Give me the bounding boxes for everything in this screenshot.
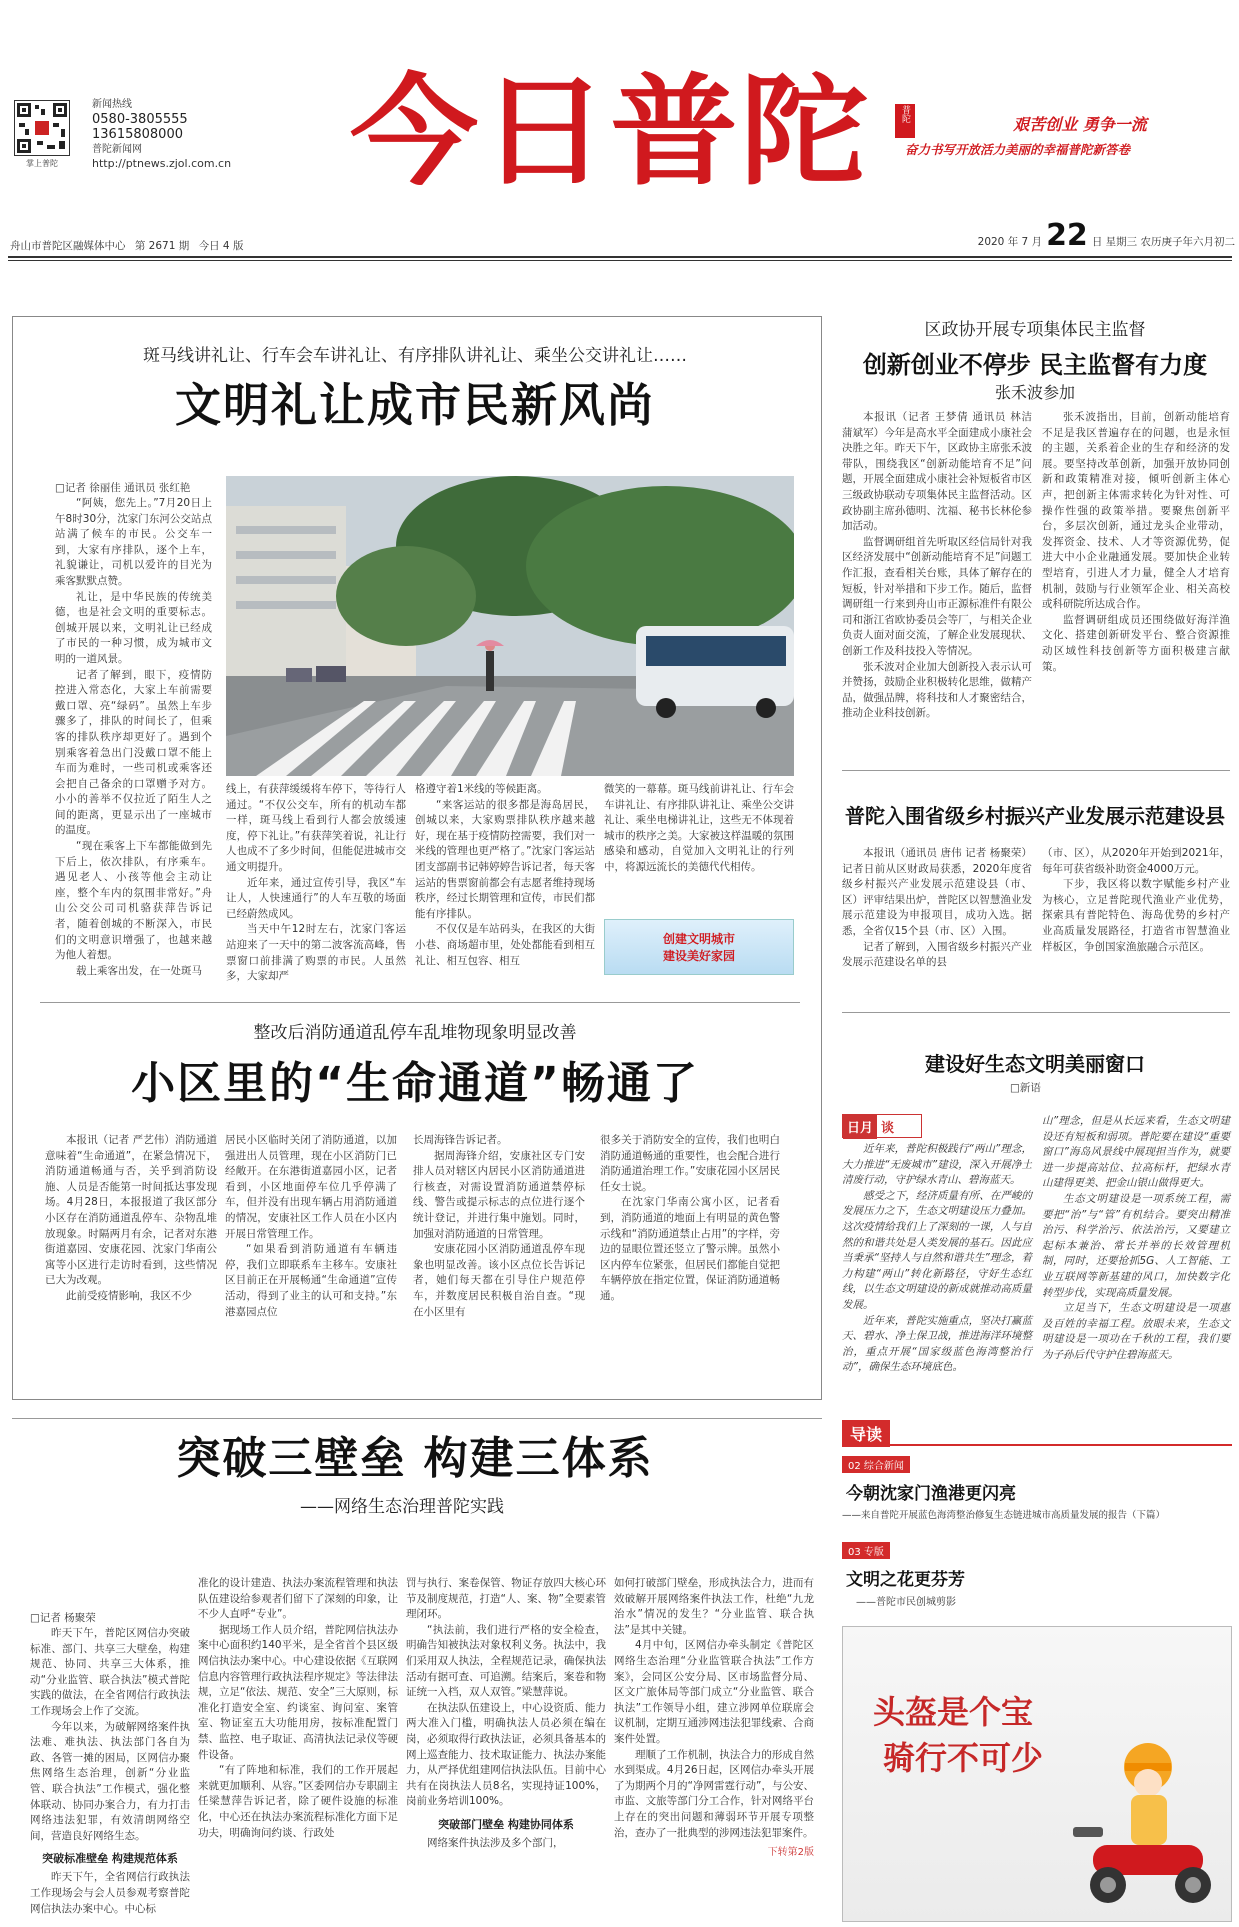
- masthead-seal: [895, 104, 915, 138]
- seal-text: 普陀: [900, 105, 910, 123]
- lead-p3: 记者了解到，眼下，疫情防控进入常态化，大家上车前需要戴口罩、亮“绿码”。虽然上车步骤多了，排队的时间长了，但乘客的排队秩序却更好了。遇到个别乘客着急出门没戴口罩不能上车而为难时，一些司机或乘客还会把自己备余的口罩赠予对方。小小的善举不仅拉近了陌生人之间的距离，更显示出了一座城市的温度。: [55, 668, 212, 837]
- website-url[interactable]: http://ptnews.zjol.com.cn: [92, 157, 232, 170]
- third-col-1: [30, 1626, 190, 1917]
- website-label: 普陀新闻网: [92, 144, 142, 155]
- sidebar3-col-1: [842, 1142, 1032, 1376]
- lead-p6: 线上，有获萍缓缓将车停下，等待行人通过。“不仅公交车，所有的机动车都一样，斑马线上看到行人都会放缓速度，停下礼让。”有获萍笑着说，礼让行人也成不了多少时间，但能促进城市交通文明提升。: [226, 783, 406, 873]
- third-col-3: [406, 1576, 606, 1852]
- opinion-tag-2: 谈: [881, 1120, 895, 1136]
- second-p8: 很多关于消防安全的宣传，我们也明白消防通道畅通的重要性，也会配合进行消防通道治理工作。”安康花园小区居民任女士说。: [600, 1134, 780, 1193]
- page-count: 今日 4 版: [198, 240, 244, 252]
- third-col-2: [198, 1576, 398, 1841]
- third-p13: 理顺了工作机制，执法合力的形成自然水到渠成。4月26日起，区网信办牵头开展了为期两个月的“净网雷霆行动”，与公安、市监、文旅等部门分工合作，针对网络平台上存在的突出问题和薄弱环节开展专项整治，查办了一批典型的涉网违法犯罪案件。: [614, 1748, 814, 1839]
- slogan-line-1: 艰苦创业 勇争一流: [1013, 115, 1147, 134]
- sidebar-divider-2: [842, 1012, 1230, 1013]
- sidebar1-p4: 张禾波指出，目前，创新动能培育不足是我区普遍存在的问题，也是永恒的主题，关系着企业的生存和经济的发展。要坚持改革创新，加强开放协同创新和政策精准对接，倾听创新主体心声，把创新主体需求转化为针对性、可操作性强的政策举措。要聚焦创新平台，多层次创新，通过龙头企业带动，发挥资金、技术、人才等资源优势，促进大中小企业融通发展。要加快企业转型培育，引进人才力量，健全人才培育机制，鼓励与行业领军企业、相关高校或科研院所达成合作。: [1042, 411, 1230, 611]
- lead-p12: 微笑的一幕幕。斑马线前讲礼让、行车会车讲礼让、有序排队讲礼让、乘坐公交讲礼让、乘坐电梯讲礼让，这些无不体现着城市的秩序之美。大家被这样温暖的氛围感染和感动，自觉加入文明礼让的行列中，将源远流长的美德代代相传。: [604, 783, 794, 873]
- third-subhead-2: 突破部门壁垒 构建协同体系: [438, 1817, 574, 1831]
- lead-col-3: [415, 782, 595, 969]
- third-sub: ——网络生态治理普陀实践: [300, 1497, 504, 1517]
- lead-p10: “来客运站的很多都是海岛居民，创城以来，大家购票排队秩序越来越好，现在基于疫情防控需要，我们对一米线的管理也更严格了。”沈家门客运站团支部副书记韩婷婷告诉记者，每天客运站的售票窗前都会有志愿者维持现场秩序，经过长期管理和宣传，市民们都能有序排队。: [415, 798, 595, 920]
- third-p7: 罚与执行、案卷保管、物证存放四大核心环节及制度规范，打造“人、案、物”全要素管理闭环。: [406, 1577, 606, 1621]
- lead-p5: 载上乘客出发，在一处斑马: [76, 964, 202, 977]
- third-headline: 突破三壁垒 构建三体系: [176, 1433, 654, 1484]
- opinion-tag: [842, 1114, 922, 1138]
- hotline-number-2: 13615808000: [92, 127, 183, 142]
- ad-line-1: 头盔是个宝: [873, 1693, 1034, 1731]
- third-p8: “执法前，我们进行严格的安全检查，明确告知被执法对象权利义务。执法中，我们采用双人执法，全程规范记录，确保执法活动有据可查、可追溯。结案后，案卷和物证统一入档，双人双管。”梁慧萍说。: [406, 1623, 606, 1699]
- third-p10: 网络案件执法涉及多个部门，: [427, 1836, 564, 1849]
- third-p6: “有了阵地和标准，我们的工作开展起来就更加顺利、从容。”区委网信办专职副主任梁慧萍告诉记者，除了硬件设施的标准化，中心还在执法办案流程标准化方面下足功夫，明确询问约谈、行政处: [198, 1764, 398, 1839]
- guide-item-2-tag: 03 专版: [842, 1542, 890, 1559]
- guide-item-2-sub: ——普陀市民创城剪影: [856, 1597, 956, 1608]
- continued-note[interactable]: 下转第2版: [767, 1847, 814, 1859]
- sidebar2-p4: 下步，我区将以数字赋能乡村产业为核心，立足普陀现代渔业产业优势，探索具有普陀特色、海岛优势的乡村产业高质量发展路径，打造省市智慧渔业样板区，争创国家渔旅融合示范区。: [1042, 878, 1230, 953]
- second-p5: 长周海锋告诉记者。: [413, 1134, 508, 1146]
- sidebar3-p6: 立足当下，生态文明建设是一项惠及百姓的幸福工程。放眼未来，生态文明建设是一项功在千秋的工程，我们要为子孙后代守护住碧海蓝天。: [1042, 1302, 1230, 1361]
- guide-label: 导读: [842, 1420, 890, 1447]
- lead-p9: 格遵守着1米线的等候距离。: [415, 783, 548, 795]
- third-subhead-1: 突破标准壁垒 构建规范体系: [42, 1852, 178, 1866]
- sidebar3-p1: 近年来，普陀积极践行“两山”理念，大力推进“无废城市”建设，深入开展净土清废行动，守护绿水青山、碧海蓝天。: [842, 1143, 1032, 1187]
- sidebar-divider-1: [842, 770, 1230, 771]
- lead-col-1: [55, 496, 212, 979]
- hotline-label: 新闻热线: [92, 99, 132, 110]
- third-col-4: [614, 1576, 814, 1858]
- masthead-rule-bottom: [8, 260, 1232, 261]
- third-p2: 今年以来，为破解网络案件执法难、难执法、执法部门各自为政、各管一摊的困局，区网信办聚焦网络生态治理，创新“分业监管、联合执法”工作模式，强化整体联动、协同办案合力，有力打击网络违法犯罪，有效清朗网络空间，营造良好网络生态。: [30, 1720, 190, 1842]
- sidebar3-p4: 山”理念，但是从长远来看，生态文明建设还有短板和弱项。普陀要在建设“重要窗口”海岛风景线中展现担当作为，就要进一步提高站位、拉高标杆，把绿水青山建得更美、把金山银山做得更大。: [1042, 1115, 1230, 1190]
- sidebar2-headline: 普陀入围省级乡村振兴产业发展示范建设县: [845, 804, 1225, 828]
- sidebar1-p5: 监督调研组成员还围绕做好海洋渔文化、搭建创新研发平台、整合资源推动区域性科技创新等方面积极建言献策。: [1042, 613, 1230, 673]
- second-p7: 安康花园小区消防通道乱停车现象也明显改善。该小区点位长告诉记者，她们每天都在引导住户规范停车，并数度居民积极自治自查。“现在小区里有: [413, 1243, 585, 1318]
- second-p3: 居民小区临时关闭了消防通道，以加强进出人员管理，现在小区消防门已经敞开。在东港街道嘉园小区，记者看到，小区地面停车位几乎停满了车，但并没有出现车辆占用消防通道的情况，安康社区工作人员在小区内开展日常管理工作。: [225, 1134, 397, 1240]
- sidebar3-headline: 建设好生态文明美丽窗口: [925, 1052, 1145, 1076]
- sidebar3-p3: 近年来，普陀实施重点，坚决打赢蓝天、碧水、净土保卫战，推进海洋环境整治，重点开展“国家级蓝色海湾整治行动”，确保生态环境底色。: [842, 1314, 1032, 1374]
- guide-item-1-tag: 02 综合新闻: [842, 1456, 910, 1473]
- third-p3: 昨天下午，全省网信行政执法工作现场会与会人员参观考察普陀网信执法办案中心。中心标: [30, 1871, 190, 1915]
- third-p4: 准化的设计建造、执法办案流程管理和执法队伍建设给参观者们留下了深刻的印象，让不少人直呼“专业”。: [198, 1577, 398, 1621]
- masthead: [0, 0, 1239, 253]
- second-col-2: [225, 1133, 397, 1320]
- sidebar1-p3: 张禾波对企业加大创新投入表示认可并赞扬，鼓励企业积极转化思维，做精产品，做强品牌，将科技和人才聚密结合，推动企业科技创新。: [842, 660, 1032, 720]
- ad-line-2: 骑行不可少: [883, 1739, 1044, 1777]
- second-col-1: [45, 1133, 217, 1305]
- lead-photo: [226, 476, 794, 776]
- lead-kicker: 斑马线讲礼让、行车会车讲礼让、有序排队讲礼让、乘坐公交讲礼让……: [143, 346, 687, 366]
- lead-divider: [40, 1002, 800, 1003]
- guide-item-2[interactable]: [842, 1540, 1232, 1608]
- third-divider: [12, 1418, 822, 1419]
- lead-p2: 礼让，是中华民族的传统美德，也是社会文明的重要标志。创城开展以来，文明礼让已经成了市民的一种习惯，成为城市文明的一道风景。: [55, 590, 212, 665]
- lead-p1: “阿姨，您先上。”7月20日上午8时30分，沈家门东河公交站点站满了候车的市民。公交车一到，大家有序排队，逐个上车，礼貌谦让，司机以爱许的目光为乘客默默点赞。: [55, 497, 212, 587]
- qr-label: 掌上普陀: [26, 159, 58, 168]
- third-byline: □记者 杨聚荣: [30, 1612, 96, 1624]
- helmet-ad: [842, 1626, 1232, 1922]
- opinion-tag-1: 日月: [843, 1114, 877, 1139]
- lead-headline: 文明礼让成市民新风尚: [175, 378, 655, 432]
- lead-byline: □记者 徐丽佳 通讯员 张红艳: [55, 482, 191, 494]
- date-day: 22: [1046, 218, 1088, 253]
- lead-p11: 不仅仅是车站码头，在我区的大街小巷、商场超市里，处处都能看到相互礼让、相互包容、相互: [415, 923, 595, 967]
- lead-col-4: [604, 782, 794, 876]
- lead-p8: 当天中午12时左右，沈家门客运站迎来了一天中的第二波客流高峰，售票窗口前排满了购票的市民。人虽然多，大家却严: [226, 923, 406, 983]
- date-suffix: 日 星期三 农历庚子年六月初二: [1091, 236, 1235, 248]
- guide-item-1-title: 今朝沈家门渔港更闪亮: [846, 1484, 1016, 1504]
- third-p1: 昨天下午，普陀区网信办突破标准、部门、共享三大壁垒，构建规范、协同、共享三大体系，推动“分业监管、联合执法”模式普陀实践的做法，在全省网信行政执法工作现场会上作了交流。: [30, 1627, 190, 1717]
- second-col-3: [413, 1133, 585, 1320]
- second-p4: “如果看到消防通道有车辆违停，我们立即联系车主移车。安康社区目前正在开展畅通“生命通道”宣传活动，得到了业主的认可和支持。”东港嘉园点位: [225, 1243, 397, 1318]
- sidebar2-col-1: [842, 846, 1032, 971]
- sidebar3-col-2: [1042, 1114, 1230, 1364]
- lead-p7: 近年来，通过宣传引导，我区“车让人，人快速通行”的人车互敬的场面已经蔚然成风。: [226, 876, 406, 920]
- masthead-title: 今日普陀: [349, 62, 870, 202]
- second-kicker: 整改后消防通道乱停车乱堆物现象明显改善: [253, 1023, 577, 1043]
- sidebar2-p3: （市、区），从2020年开始到2021年，每年可获省级补助资金4000万元。: [1042, 847, 1230, 875]
- sidebar2-p1: 本报讯（通讯员 唐伟 记者 杨聚荣）记者日前从区财政局获悉，2020年度省级乡村振兴产业发展示范建设县（市、区）评审结果出炉，普陀区以智慧渔业发展示范建设为申报项目，成功入选。据悉，全省仅15个县（市、区）入围。: [842, 847, 1032, 937]
- second-headline: 小区里的“生命通道”畅通了: [131, 1058, 699, 1109]
- qr-icon: [15, 101, 69, 155]
- sidebar2-col-2: [1042, 846, 1230, 955]
- sidebar3-p2: 感受之下，经济质量有所、在严峻的发展压力之下，生态文明建设压力叠加。这次疫情给我们上了深刻的一课，人与自然的和谐共处是人类发展的基石。因此应当秉承“坚持人与自然和谐共生”理念，着力构建“两山”转化新路径，守好生态红线，以生态文明建设的新成就推动高质量发展。: [842, 1189, 1032, 1311]
- issue-number: 第 2671 期: [134, 240, 190, 252]
- third-p11: 如何打破部门壁垒，形成执法合力，进而有效破解开展网络案件执法工作，杜绝“九龙治水”情况的发生？“分业监管、联合执法”是其中关键。: [614, 1577, 814, 1636]
- sidebar1-col-1: [842, 410, 1032, 722]
- slogan-line-2: 奋力书写开放活力美丽的幸福普陀新答卷: [905, 142, 1131, 157]
- sidebar3-p5: 生态文明建设是一项系统工程，需要把“治”与“管”有机结合。要突出精准治污、科学治污、依法治污，又要建立起标本兼治、常长并举的长效管理机制，同时，还要抢抓5G、人工智能、工业互联网等新基建的风口，加快数字化转型步伐，实现高质量发展。: [1042, 1192, 1230, 1299]
- publisher: 舟山市普陀区融媒体中心: [10, 240, 126, 252]
- guide-item-2-title: 文明之花更芬芳: [846, 1570, 965, 1590]
- sidebar1-sub: 张禾波参加: [994, 383, 1075, 402]
- sidebar1-kicker: 区政协开展专项集体民主监督: [924, 320, 1146, 340]
- rider-illustration: [1053, 1735, 1223, 1915]
- second-p9: 在沈家门华南公寓小区，记者看到，消防通道的地面上有明显的黄色警示线和“消防通道禁止占用”的字样，旁边的显眼位置还竖立了警示牌。虽然小区内停车位紧张，但居民们都能自觉把车辆停放在指定位置，保证消防通道畅通。: [600, 1196, 780, 1302]
- guide-item-1-sub: ——来自普陀开展蓝色海湾整治修复生态链进城市高质量发展的报告（下篇）: [842, 1510, 1166, 1521]
- qr-code: [14, 100, 70, 156]
- third-p5: 据现场工作人员介绍，普陀网信执法办案中心面积约140平米，是全省首个县区级网信执法办案中心。中心建设依据《互联网信息内容管理行政执法程序规定》等法律法规，立足“依法、规范、安全”三大原则，标准化打造安全室、约谈室、询问室、案管室、物证室五大功能用房，按标准配置门禁、监控、电子取证、高清执法记录仪等硬件设备。: [198, 1623, 398, 1761]
- street-photo: [226, 476, 794, 776]
- lead-col-2: [226, 782, 406, 985]
- guide-header: [842, 1420, 1232, 1446]
- third-p9: 在执法队伍建设上，中心设资质、能力两大准入门槛，明确执法人员必须在编在岗，必须取得行政执法证，必须具备基本的网上巡查能力、技术取证能力、执法办案能力，从严择优组建网信执法队伍。目前中心共有在岗执法人员8名，实现持证100%，岗前业务培训100%。: [406, 1701, 606, 1808]
- sidebar2-p2: 记者了解到，入围省级乡村振兴产业发展示范建设名单的县: [842, 940, 1032, 969]
- civic-badge: [604, 919, 794, 975]
- second-p1: 本报讯（记者 严艺伟）消防通道意味着“生命通道”，在紧急情况下，消防通道畅通与否，关乎到消防设施、人员是否能第一时间抵达事发现场。4月28日，本报报道了我区部分小区存在消防通道乱停车、杂物乱堆放现象。时隔两月有余，记者对东港街道嘉园、安康花园、沈家门华南公寓等小区进行走访时看到，这些情况已大为改观。: [45, 1134, 217, 1287]
- sidebar3-byline: □新语: [1010, 1082, 1041, 1094]
- sidebar1-p2: 监督调研组首先听取区经信局针对我区经济发展中“创新动能培育不足”问题工作汇报，查看相关台账，具体了解存在的短板，针对举措和下步工作。随后，监督调研组一行来到舟山市正源标准件有限公司和浙江省欧协委员会等厂，与相关企业负责人面对面交流，了解企业发展现状、创新工作及科技投入等情况。: [842, 535, 1032, 657]
- guide-item-1[interactable]: [842, 1454, 1232, 1521]
- badge-line-2: 建设美好家园: [662, 949, 735, 963]
- badge-line-1: 创建文明城市: [662, 932, 735, 946]
- second-p6: 据周海锋介绍，安康社区专门安排人员对辖区内居民小区消防通道进行核查，对需设置消防通道禁停标线、警告或提示标志的点位进行逐个统计登记，并进行集中施划。同时，加强对消防通道的日常管理。: [413, 1149, 585, 1240]
- second-col-4: [600, 1133, 780, 1305]
- second-p2: 此前受疫情影响，我区不少: [66, 1289, 192, 1302]
- hotline-number-1: 0580-3805555: [92, 112, 188, 127]
- date-prefix: 2020 年 7 月: [977, 236, 1043, 248]
- third-p12: 4月中旬，区网信办牵头制定《普陀区网络生态治理“分业监管联合执法”工作方案》，会同区公安分局、区市场监督分局、区文广旅体局等部门成立“分业监管、联合执法”工作领导小组，建立涉网单位联席会议机制，定期互通涉网违法犯罪线索、合商案件处置。: [614, 1639, 814, 1745]
- lead-p4: “现在乘客上下车都能做到先下后上，依次排队，有序乘车。遇见老人、小孩等他会主动让座，整个车内的氛围非常好。”舟山公交公司司机骆获萍告诉记者，随着创城的不断深入，市民们的文明意识增强了，也越来越为他人着想。: [55, 840, 212, 962]
- sidebar1-headline: 创新创业不停步 民主监督有力度: [862, 351, 1208, 379]
- masthead-rule-top: [8, 256, 1232, 258]
- sidebar1-col-2: [1042, 410, 1230, 675]
- sidebar1-p1: 本报讯（记者 王梦倩 通讯员 林洁 蒲斌军）今年是高水平全面建成小康社会决胜之年。昨天下午，区政协主席张禾波带队，围绕我区“创新动能培育不足”问题，开展全面建成小康社会补短板省市区三级政协联动专项集体民主监督活动。区政协副主席孙德明、沈福、秘书长林伦参加活动。: [842, 411, 1032, 533]
